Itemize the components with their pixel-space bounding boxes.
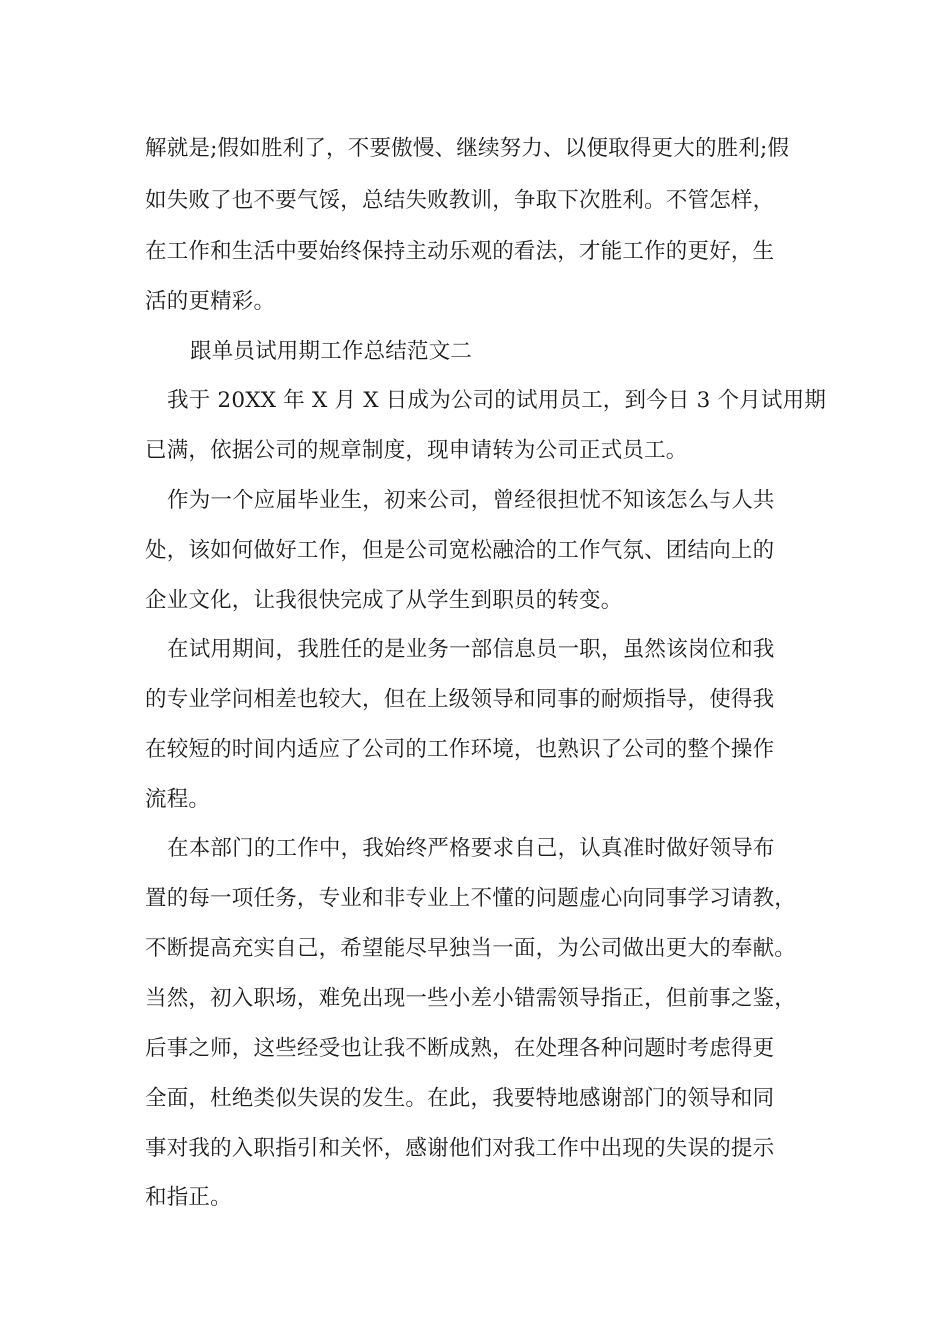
body-text-line: 已满，依据公司的规章制度，现申请转为公司正式员工。 (145, 438, 688, 463)
body-text-line: 的专业学问相差也较大，但在上级领导和同事的耐烦指导，使得我 (145, 687, 775, 712)
body-text-line: 流程。 (145, 787, 211, 812)
body-text-line: 处，该如何做好工作，但是公司宽松融洽的工作气氛、团结向上的 (145, 538, 775, 563)
body-text-line: 不断提高充实自己，希望能尽早独当一面，为公司做出更大的奉献。 (145, 936, 797, 961)
section-heading: 跟单员试用期工作总结范文二 (190, 339, 473, 364)
body-text-line: 活的更精彩。 (145, 289, 276, 314)
body-text-line: 在较短的时间内适应了公司的工作环境，也熟识了公司的整个操作 (145, 737, 775, 762)
body-text-line: 和指正。 (145, 1185, 232, 1210)
body-text-line: 在本部门的工作中，我始终严格要求自己，认真准时做好领导布 (167, 836, 775, 861)
body-text-line: 事对我的入职指引和关怀，感谢他们对我工作中出现的失误的提示 (145, 1136, 775, 1161)
body-text-line: 在试用期间，我胜任的是业务一部信息员一职，虽然该岗位和我 (167, 637, 775, 662)
body-text-line: 解就是;假如胜利了，不要傲慢、继续努力、以便取得更大的胜利;假 (145, 136, 790, 161)
body-text-line: 置的每一项任务，专业和非专业上不懂的问题虚心向同事学习请教， (145, 886, 797, 911)
body-text-line: 作为一个应届毕业生，初来公司，曾经很担忧不知该怎么与人共 (167, 488, 775, 513)
body-text-line: 全面，杜绝类似失误的发生。在此，我要特地感谢部门的领导和同 (145, 1086, 775, 1111)
body-text-line: 我于 20XX 年 X 月 X 日成为公司的试用员工，到今日 3 个月试用期 (167, 388, 827, 413)
body-text-line: 当然，初入职场，难免出现一些小差小错需领导指正，但前事之鉴， (145, 986, 797, 1011)
body-text-line: 企业文化，让我很快完成了从学生到职员的转变。 (145, 588, 623, 613)
body-text-line: 后事之师，这些经受也让我不断成熟，在处理各种问题时考虑得更 (145, 1036, 775, 1061)
body-text-line: 如失败了也不要气馁，总结失败教训，争取下次胜利。不管怎样， (145, 188, 775, 213)
body-text-line: 在工作和生活中要始终保持主动乐观的看法，才能工作的更好，生 (145, 239, 775, 264)
